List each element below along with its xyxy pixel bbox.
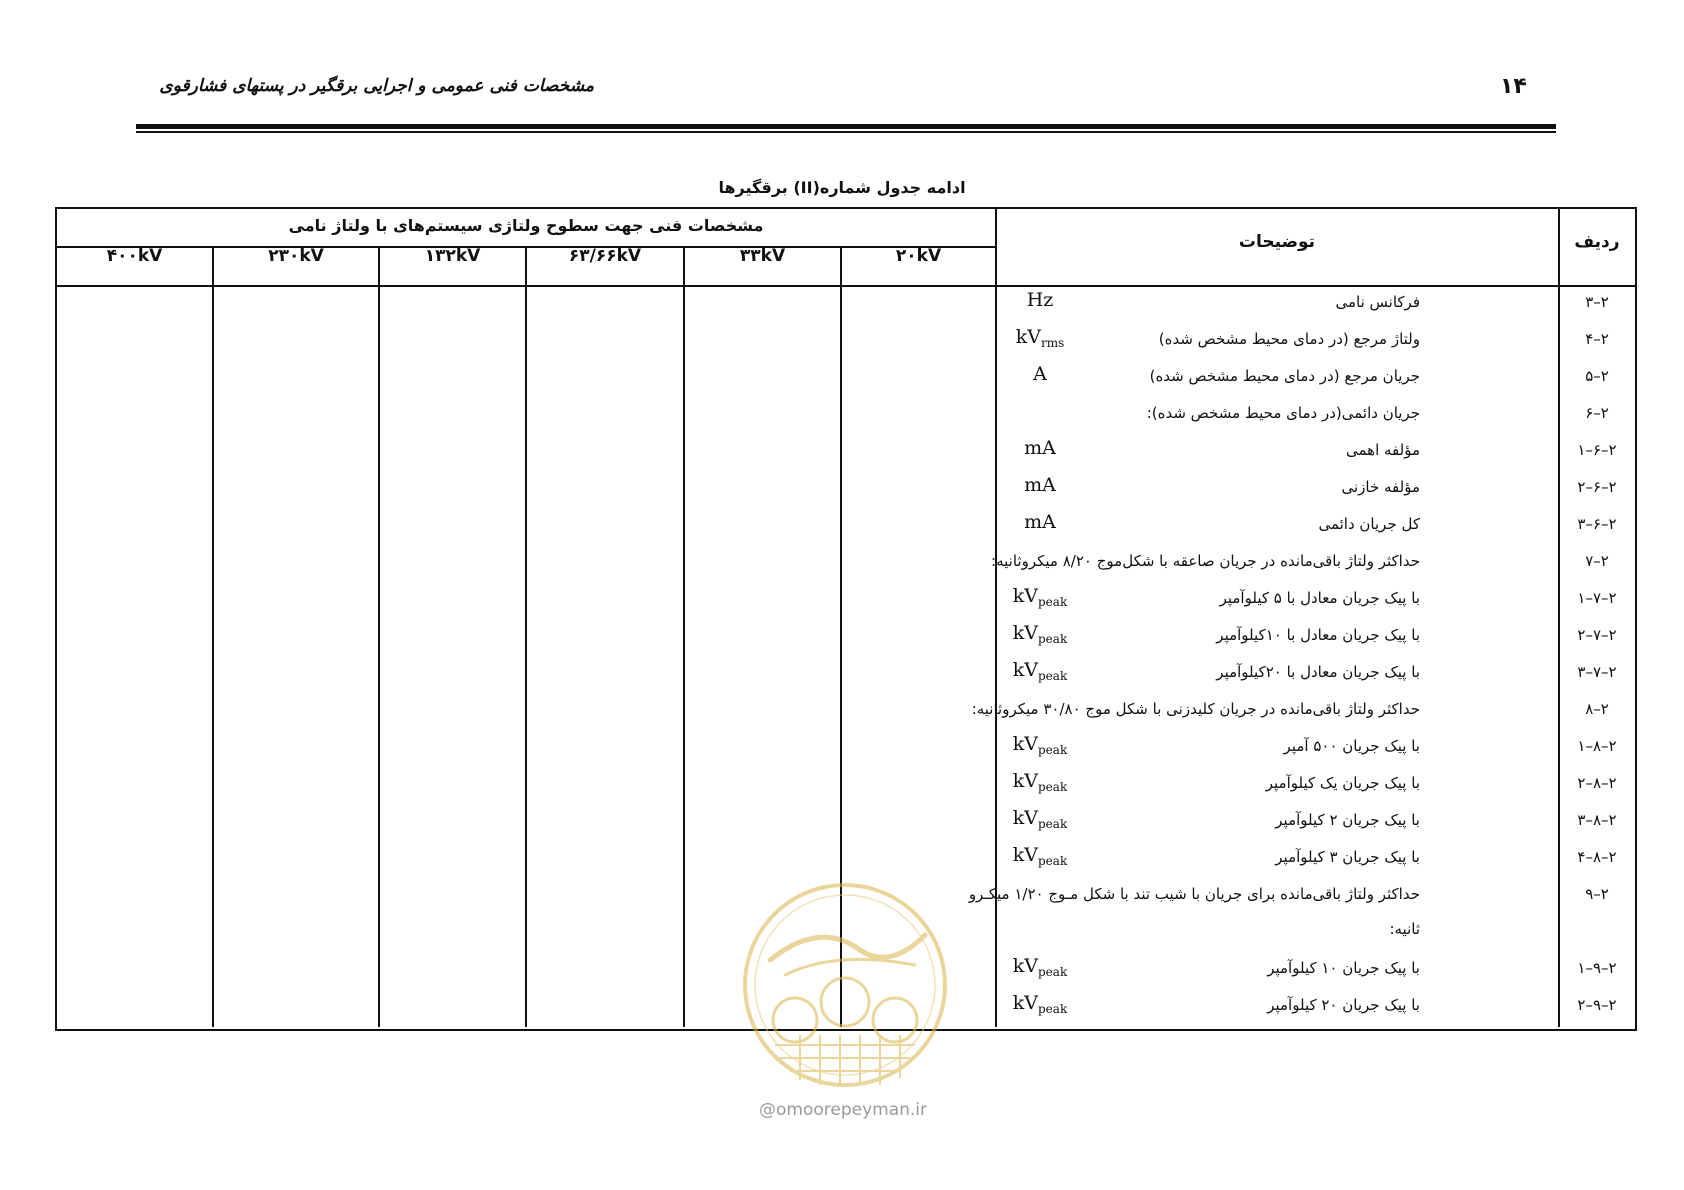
- col-divider-230: [378, 248, 380, 1027]
- header-voltage-132kv: ۱۳۲kV: [424, 246, 481, 266]
- row-unit: $kV_{peak}$: [1012, 659, 1068, 683]
- table-row: [995, 807, 1637, 844]
- table-row: [968, 881, 1637, 918]
- row-description: فرکانس نامی: [1335, 293, 1420, 311]
- watermark-url: @omoorepeyman.ir: [758, 1100, 928, 1120]
- row-number: ۲–۳: [1585, 293, 1609, 311]
- header-voltage-400kv: ۴۰۰kV: [106, 246, 163, 266]
- row-number: ۲–۷–۱: [1577, 589, 1617, 607]
- row-number: ۲–۹–۱: [1577, 959, 1617, 977]
- row-unit: $kV_{peak}$: [1012, 733, 1068, 757]
- row-number: ۲–۸–۲: [1577, 774, 1617, 792]
- row-description: ولتاژ مرجع (در دمای محیط مشخص شده): [1158, 330, 1420, 348]
- row-description: مؤلفه اهمی: [1345, 441, 1420, 459]
- table-row: [995, 659, 1637, 696]
- table-row: [995, 992, 1637, 1029]
- table-row: [991, 548, 1637, 585]
- row-description: با پیک جریان معادل با ۵ کیلوآمپر: [1219, 589, 1420, 607]
- header-voltage-group: مشخصات فنی جهت سطوح ولتاژی سیستم‌های با ولتاژ نامی: [288, 216, 764, 235]
- table-row-continuation: [995, 918, 1637, 955]
- row-unit: mA: [1024, 437, 1056, 459]
- row-number: ۲–۷–۳: [1577, 663, 1617, 681]
- table-caption: ادامه جدول شماره(II) برقگیرها: [718, 178, 966, 197]
- header-voltage-20kv: ۲۰kV: [895, 246, 942, 266]
- row-number: ۲–۶: [1585, 404, 1609, 422]
- row-unit: $kV_{peak}$: [1012, 770, 1068, 794]
- row-unit: Hz: [1026, 289, 1054, 311]
- row-number: ۲–۶–۳: [1577, 515, 1617, 533]
- row-unit: mA: [1024, 511, 1056, 533]
- header-voltage-63-66kv: ۶۳/۶۶kV: [568, 246, 642, 266]
- row-description: ثانیه:: [1389, 920, 1420, 938]
- table-row: [995, 511, 1637, 548]
- row-unit: $kV_{peak}$: [1012, 622, 1068, 646]
- row-unit: $kV_{rms}$: [1015, 326, 1065, 350]
- table-row: [995, 733, 1637, 770]
- table-row: [995, 437, 1637, 474]
- watermark-logo-icon: [740, 880, 950, 1090]
- row-number: ۲–۹–۲: [1577, 996, 1617, 1014]
- table-row: [995, 289, 1637, 326]
- row-description: کل جریان دائمی: [1318, 515, 1420, 533]
- row-unit: $kV_{peak}$: [1012, 807, 1068, 831]
- table-row: [995, 400, 1637, 437]
- header-rule-thick: [136, 124, 1556, 129]
- row-unit: $kV_{peak}$: [1012, 992, 1068, 1016]
- row-description: با پیک جریان معادل با ۲۰کیلوآمپر: [1216, 663, 1420, 681]
- row-description: با پیک جریان معادل با ۱۰کیلوآمپر: [1216, 626, 1420, 644]
- row-description: با پیک جریان ۵۰۰ آمپر: [1283, 737, 1420, 755]
- row-description: مؤلفه خازنی: [1341, 478, 1420, 496]
- row-unit: mA: [1024, 474, 1056, 496]
- row-number: ۲–۸–۴: [1577, 848, 1617, 866]
- row-description: جریان دائمی(در دمای محیط مشخص شده):: [1146, 404, 1420, 422]
- row-number: ۲–۵: [1585, 367, 1609, 385]
- row-unit: $kV_{peak}$: [1012, 844, 1068, 868]
- row-number: ۲–۷–۲: [1577, 626, 1617, 644]
- table-row: [995, 585, 1637, 622]
- table-row: [971, 696, 1637, 733]
- row-number: ۲–۷: [1585, 552, 1609, 570]
- row-description: با پیک جریان ۲۰ کیلوآمپر: [1267, 996, 1420, 1014]
- row-description: با پیک جریان یک کیلوآمپر: [1265, 774, 1420, 792]
- table-row: [995, 622, 1637, 659]
- header-row-number: ردیف: [1574, 232, 1620, 252]
- row-description: با پیک جریان ۲ کیلوآمپر: [1275, 811, 1420, 829]
- row-description: با پیک جریان ۳ کیلوآمپر: [1275, 848, 1420, 866]
- row-description: حداکثر ولتاژ باقی‌مانده برای جریان با شیب تند با شکل مـوج ۱/۲۰ میکـرو: [968, 885, 1420, 903]
- col-divider-400: [212, 248, 214, 1027]
- table-body: [968, 289, 1637, 1029]
- table-row: [995, 770, 1637, 807]
- table-row: [995, 363, 1637, 400]
- row-number: ۲–۸–۱: [1577, 737, 1617, 755]
- header-description: توضیحات: [1238, 232, 1316, 252]
- row-number: ۲–۶–۱: [1577, 441, 1617, 459]
- row-unit: $kV_{peak}$: [1012, 955, 1068, 979]
- header-bottom-rule: [55, 285, 1637, 287]
- row-description: جریان مرجع (در دمای محیط مشخص شده): [1149, 367, 1420, 385]
- header-voltage-33kv: ۳۳kV: [739, 246, 786, 266]
- header-rule-thin: [136, 131, 1556, 133]
- col-divider-63: [683, 248, 685, 1027]
- table-row: [995, 844, 1637, 881]
- row-number: ۲–۴: [1585, 330, 1609, 348]
- table-row: [995, 474, 1637, 511]
- page-number: ۱۴: [1500, 74, 1527, 99]
- row-unit: $kV_{peak}$: [1012, 585, 1068, 609]
- row-number: ۲–۶–۲: [1577, 478, 1617, 496]
- running-title: مشخصات فنی عمومی و اجرایی برقگیر در پستهای فشارقوی: [159, 76, 594, 96]
- row-unit: A: [1033, 363, 1047, 385]
- row-number: ۲–۸: [1585, 700, 1609, 718]
- row-description: حداکثر ولتاژ باقی‌مانده در جریان صاعقه با شکل‌موج ۸/۲۰ میکروثانیه:: [991, 552, 1420, 570]
- col-divider-132: [525, 248, 527, 1027]
- row-description: با پیک جریان ۱۰ کیلوآمپر: [1267, 959, 1420, 977]
- row-number: ۲–۹: [1585, 885, 1609, 903]
- table-row: [995, 326, 1637, 363]
- table-row: [995, 955, 1637, 992]
- row-description: حداکثر ولتاژ باقی‌مانده در جریان کلیدزنی با شکل موج ۳۰/۸۰ میکروثانیه:: [971, 700, 1420, 718]
- header-voltage-230kv: ۲۳۰kV: [268, 246, 324, 266]
- row-number: ۲–۸–۳: [1577, 811, 1617, 829]
